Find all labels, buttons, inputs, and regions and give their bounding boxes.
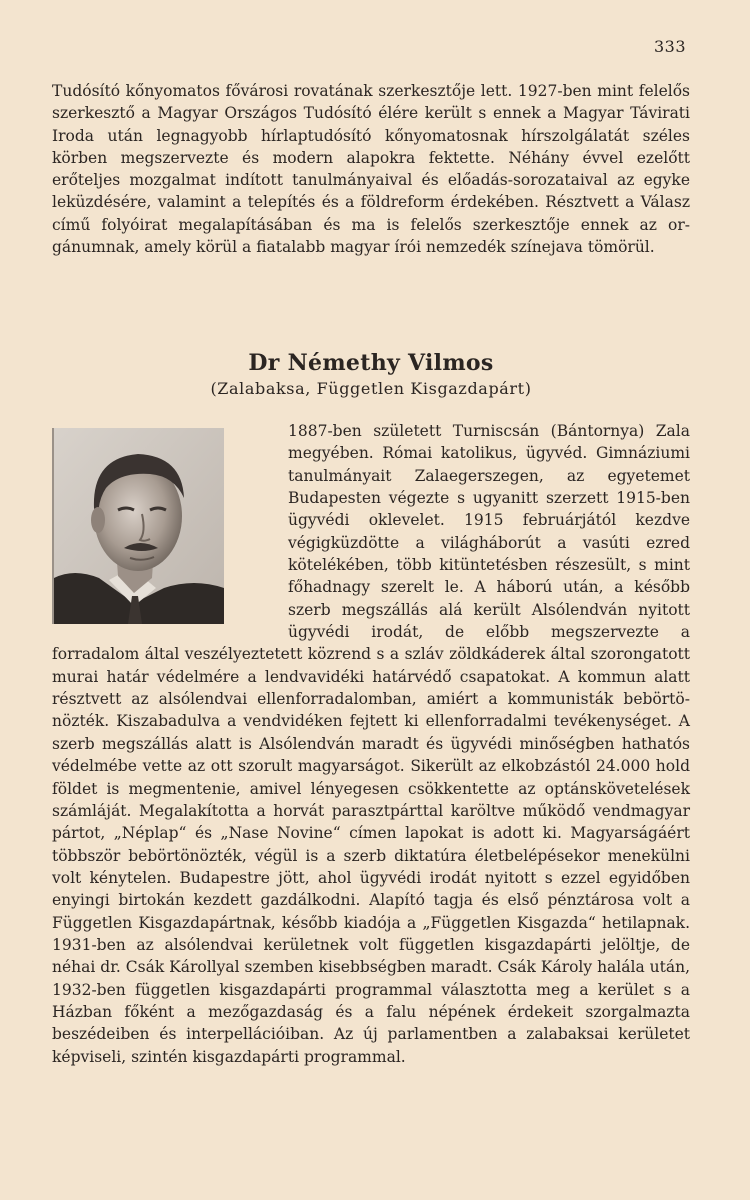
page-number: 333 bbox=[653, 37, 686, 56]
biography bbox=[52, 420, 690, 1068]
section-subtitle: (Zalabaksa, Független Kisgazdapárt) bbox=[210, 379, 532, 398]
biography-text: 1887-ben született Turniscsán (Bántornya) Zala megyében. Római katolikus, ügyvéd. Gimnáziumi tanulmányait Zalaegerszegen, az egyetemet Budapesten végezte s ugyanitt szerzett 1915-ben ügyvédi oklevelet. 1915 februárjától kezdve végigküzdötte a világháborút a vasúti ezred kötelékében, több kitüntetésben részesült, s mint főhadnagy szerelt le. A háború után, a később szerb megszállás alá került Alsólendván nyitott ügyvédi irodát, de előbb megszervezte a forradalom által veszélyeztetett közrend s a szláv zöldkáderek által szorongatott murai határ védelmére a lendvavidéki határvédő csapatokat. A kommun alatt résztvett az alsólendvai ellenforradalomban, amiért a kommunisták bebörtönözték. Kiszabadulva a vendvidéken fejtett ki ellenforradalmi tevékenységet. A szerb megszállás alatt is Alsólendván maradt és ügyvédi minőségben hathatós védelmébe vette az ott szorult magyarságot. Sikerült az elkobzástól 24.000 hold földet is megmentenie, amivel lényegesen csökkentette az optánskövetelések számláját. Megalakította a horvát parasztpárttal karöltve működő vendmagyar pártot, „Néplap“ és „Nase Novine“ címen lapokat is adott ki. Magyarságáért többször bebörtönözték, végül is a szerb diktatúra életbelépésekor menekülni volt kénytelen. Budapestre jött, ahol ügyvédi irodát nyitott s ezzel egyidőben enyingi birtokán kezdett gazdálkodni. Alapító tagja és első pénztárosa volt a Független Kisgazdapártnak, később kiadója a „Független Kisgazda“ hetilapnak. 1931-ben az alsólendvai kerületnek volt független kisgazdapárti jelöltje, de néhai dr. Csák Károllyal szemben kisebbségben maradt. Csák Károly halála után, 1932-ben független kisgazdapárti programmal választotta meg a kerület s a Házban főként a mezőgazdaság és a falu népének érdekeit szorgalmazta beszédeiben és interpellációiban. Az új parlamentben a zalabaksai kerületet képviseli, szintén kisgazdapárti programmal. bbox=[52, 422, 690, 1066]
section-title: Dr Némethy Vilmos bbox=[248, 350, 494, 376]
portrait-spacer bbox=[52, 420, 288, 638]
top-paragraph: Tudósító kőnyomatos fővárosi rovatának szerkesztője lett. 1927-ben mint felelős szerkesztő a Magyar Országos Tudósító élére került s ennek a Magyar Távirati Iroda után legnagyobb hírlaptudósító kőnyomatosnak hírszolgálatát széles körben megszervezte és modern alapokra fektette. Néhány évvel ezelőtt erőteljes mozgalmat indított tanulmányaival és előadás-sorozataival az egyke leküzdésére, valamint a telepítés és a földreform érdekében. Résztvett a Válasz című folyóirat megalapításában és ma is felelős szerkesztője ennek az orgánumnak, amely körül a fiatalabb magyar írói nemzedék színejava tömörül. bbox=[52, 82, 690, 257]
